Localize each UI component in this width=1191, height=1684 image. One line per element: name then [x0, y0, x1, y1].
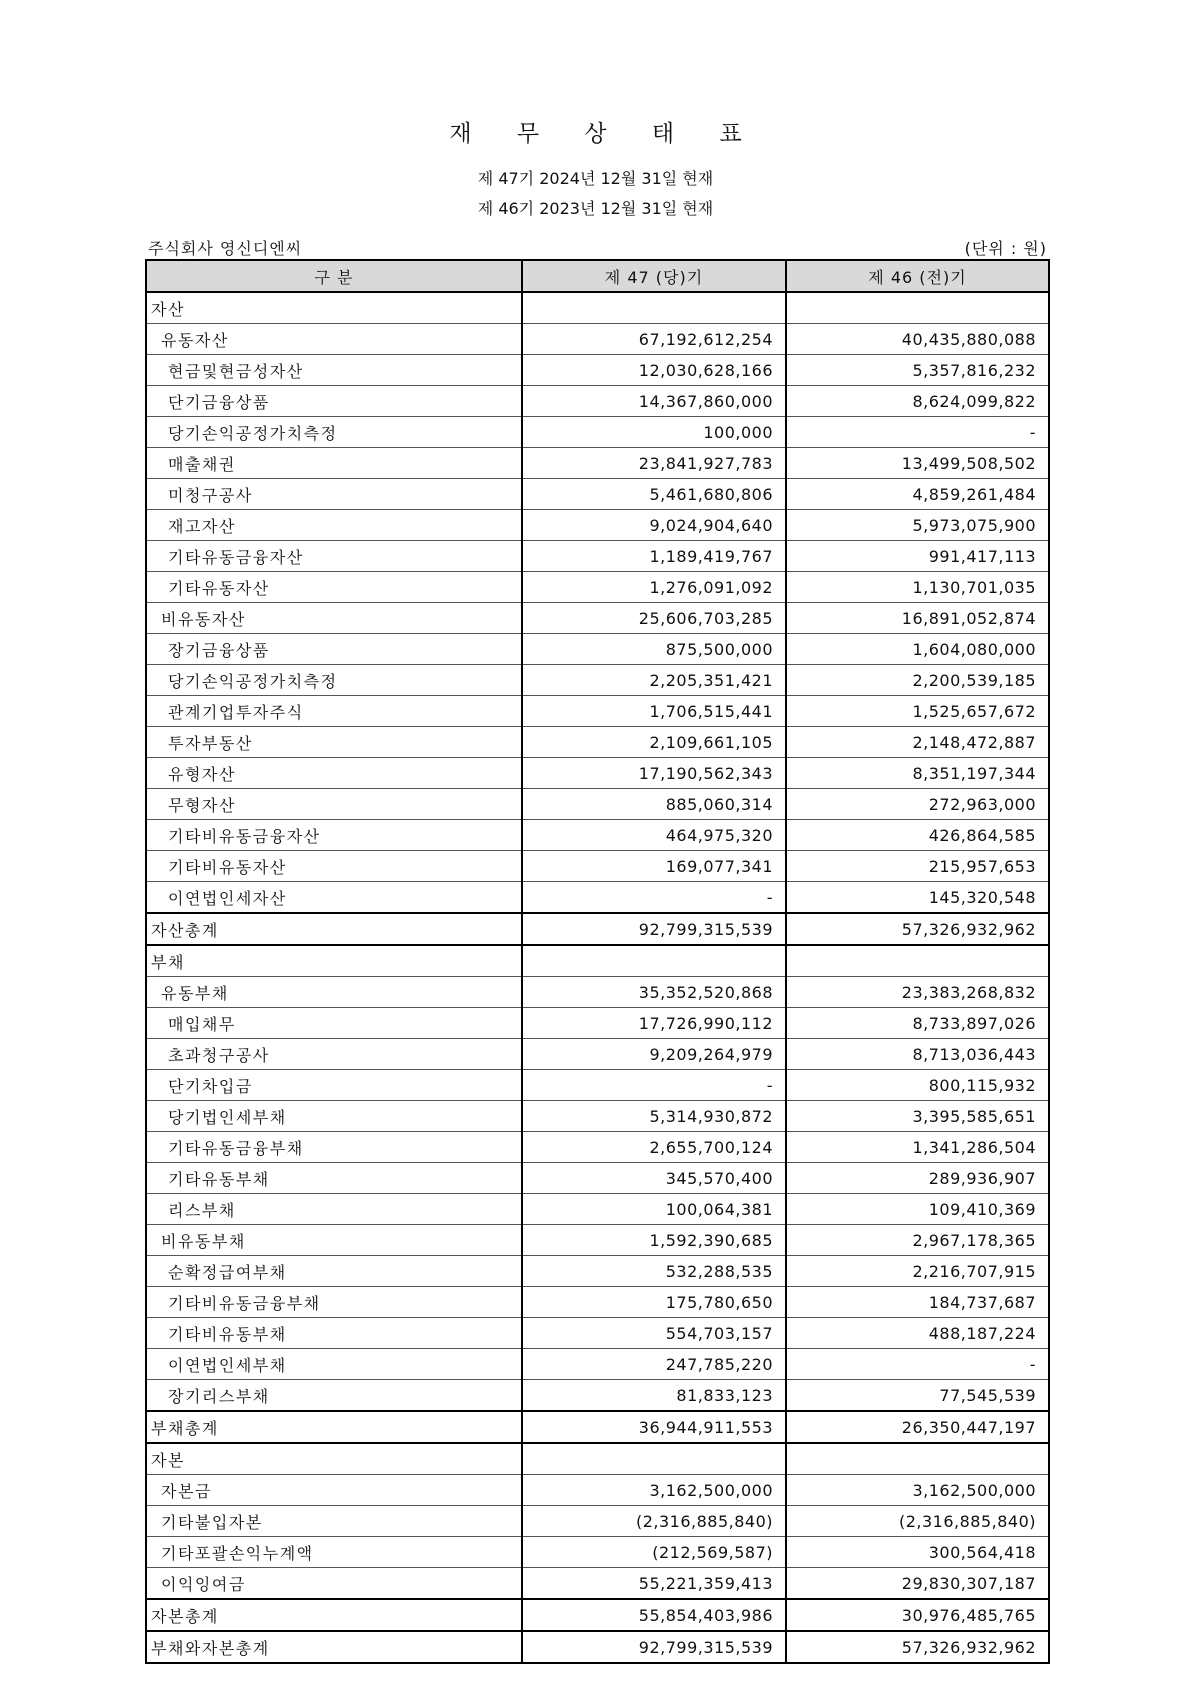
current-period-value: 100,064,381	[522, 1194, 786, 1225]
current-period-value: 35,352,520,868	[522, 977, 786, 1008]
prior-period-value: (2,316,885,840)	[786, 1506, 1049, 1537]
prior-period-value: -	[786, 417, 1049, 448]
row-label: 부채	[146, 945, 522, 977]
table-row	[146, 1475, 1049, 1506]
row-label: 당기손익공정가치측정	[146, 665, 522, 696]
current-period-value: 23,841,927,783	[522, 448, 786, 479]
current-period-value: 169,077,341	[522, 851, 786, 882]
prior-period-value: 29,830,307,187	[786, 1568, 1049, 1600]
prior-period-value: 800,115,932	[786, 1070, 1049, 1101]
prior-period-value: 77,545,539	[786, 1380, 1049, 1412]
table-row	[146, 1318, 1049, 1349]
row-label: 자본	[146, 1443, 522, 1475]
current-period-value: 92,799,315,539	[522, 913, 786, 945]
current-period-value: 3,162,500,000	[522, 1475, 786, 1506]
current-period-value: -	[522, 882, 786, 914]
prior-period-value: 5,973,075,900	[786, 510, 1049, 541]
table-row	[146, 1506, 1049, 1537]
current-period-value: 17,726,990,112	[522, 1008, 786, 1039]
row-label: 기타유동금융부채	[146, 1132, 522, 1163]
current-period-value: 81,833,123	[522, 1380, 786, 1412]
table-row	[146, 603, 1049, 634]
table-row	[146, 1256, 1049, 1287]
prior-period-value: 4,859,261,484	[786, 479, 1049, 510]
prior-period-value: 2,148,472,887	[786, 727, 1049, 758]
prior-period-value: 184,737,687	[786, 1287, 1049, 1318]
table-row	[146, 1070, 1049, 1101]
prior-period-value: 13,499,508,502	[786, 448, 1049, 479]
prior-period-value: 26,350,447,197	[786, 1411, 1049, 1443]
prior-period-value: 2,216,707,915	[786, 1256, 1049, 1287]
prior-period-value: 1,604,080,000	[786, 634, 1049, 665]
row-label: 장기리스부채	[146, 1380, 522, 1412]
table-row	[146, 1132, 1049, 1163]
row-label: 단기차입금	[146, 1070, 522, 1101]
table-row	[146, 386, 1049, 417]
prior-period-value: 40,435,880,088	[786, 324, 1049, 355]
current-period-value: 100,000	[522, 417, 786, 448]
prior-period-value: 1,525,657,672	[786, 696, 1049, 727]
prior-period-value	[786, 945, 1049, 977]
row-label: 기타유동금융자산	[146, 541, 522, 572]
prior-period-value: 8,733,897,026	[786, 1008, 1049, 1039]
prior-period-value: 300,564,418	[786, 1537, 1049, 1568]
current-period-value: 14,367,860,000	[522, 386, 786, 417]
prior-period-value: 215,957,653	[786, 851, 1049, 882]
table-row	[146, 448, 1049, 479]
row-label: 기타포괄손익누계액	[146, 1537, 522, 1568]
row-label: 당기손익공정가치측정	[146, 417, 522, 448]
header-current-period: 제 47 (당)기	[522, 260, 786, 292]
current-period-value: -	[522, 1070, 786, 1101]
current-period-value: 175,780,650	[522, 1287, 786, 1318]
prior-period-value: 57,326,932,962	[786, 1631, 1049, 1663]
table-row	[146, 324, 1049, 355]
prior-period-value: 3,162,500,000	[786, 1475, 1049, 1506]
document-title: 재 무 상 태 표	[449, 121, 761, 147]
table-row	[146, 977, 1049, 1008]
current-period-value: 247,785,220	[522, 1349, 786, 1380]
row-label: 이익잉여금	[146, 1568, 522, 1600]
prior-period-value	[786, 1443, 1049, 1475]
current-period-value: 9,024,904,640	[522, 510, 786, 541]
prior-period-value: 426,864,585	[786, 820, 1049, 851]
table-row	[146, 820, 1049, 851]
table-row	[146, 417, 1049, 448]
row-label: 자산	[146, 292, 522, 324]
table-row	[146, 727, 1049, 758]
row-label: 단기금융상품	[146, 386, 522, 417]
table-row	[146, 510, 1049, 541]
table-row	[146, 696, 1049, 727]
row-label: 비유동부채	[146, 1225, 522, 1256]
current-period-value	[522, 945, 786, 977]
table-row	[146, 758, 1049, 789]
table-row	[146, 1349, 1049, 1380]
prior-period-value: 23,383,268,832	[786, 977, 1049, 1008]
prior-period-value: 8,713,036,443	[786, 1039, 1049, 1070]
row-label: 초과청구공사	[146, 1039, 522, 1070]
row-label: 기타불입자본	[146, 1506, 522, 1537]
current-period-value: 2,205,351,421	[522, 665, 786, 696]
prior-period-value: 289,936,907	[786, 1163, 1049, 1194]
row-label: 기타비유동금융자산	[146, 820, 522, 851]
row-label: 순확정급여부채	[146, 1256, 522, 1287]
prior-period-value: 272,963,000	[786, 789, 1049, 820]
current-period-value: 885,060,314	[522, 789, 786, 820]
row-label: 기타비유동자산	[146, 851, 522, 882]
prior-period-value: 5,357,816,232	[786, 355, 1049, 386]
total-row	[146, 913, 1049, 945]
table-row	[146, 355, 1049, 386]
current-period-value: 5,461,680,806	[522, 479, 786, 510]
balance-sheet-table	[145, 259, 1050, 1664]
current-period-value: 345,570,400	[522, 1163, 786, 1194]
row-label: 투자부동산	[146, 727, 522, 758]
table-row	[146, 851, 1049, 882]
total-row	[146, 1411, 1049, 1443]
current-period-value: 9,209,264,979	[522, 1039, 786, 1070]
table-row	[146, 1101, 1049, 1132]
table-row	[146, 1225, 1049, 1256]
row-label: 자본총계	[146, 1599, 522, 1631]
row-label: 부채총계	[146, 1411, 522, 1443]
total-row	[146, 1599, 1049, 1631]
prior-period-value: 488,187,224	[786, 1318, 1049, 1349]
table-row	[146, 292, 1049, 324]
current-period-value: (212,569,587)	[522, 1537, 786, 1568]
prior-period-value: 8,351,197,344	[786, 758, 1049, 789]
table-row	[146, 1163, 1049, 1194]
table-row	[146, 665, 1049, 696]
prior-period-value: -	[786, 1349, 1049, 1380]
current-period-value: 2,109,661,105	[522, 727, 786, 758]
current-period-value: 1,276,091,092	[522, 572, 786, 603]
period-prior: 제 46기 2023년 12월 31일 현재	[477, 199, 714, 218]
period-current: 제 47기 2024년 12월 31일 현재	[477, 169, 714, 188]
row-label: 미청구공사	[146, 479, 522, 510]
current-period-value: 55,854,403,986	[522, 1599, 786, 1631]
row-label: 현금및현금성자산	[146, 355, 522, 386]
table-row	[146, 1568, 1049, 1600]
prior-period-value: 1,130,701,035	[786, 572, 1049, 603]
total-row	[146, 1631, 1049, 1663]
current-period-value: 1,706,515,441	[522, 696, 786, 727]
header-category: 구 분	[146, 260, 522, 292]
company-name: 주식회사 영신디엔씨	[148, 239, 303, 258]
table-row	[146, 634, 1049, 665]
table-row	[146, 1194, 1049, 1225]
table-row	[146, 1008, 1049, 1039]
current-period-value	[522, 292, 786, 324]
table-row	[146, 945, 1049, 977]
current-period-value: 92,799,315,539	[522, 1631, 786, 1663]
table-body	[146, 292, 1049, 1663]
current-period-value: 25,606,703,285	[522, 603, 786, 634]
row-label: 장기금융상품	[146, 634, 522, 665]
row-label: 이연법인세부채	[146, 1349, 522, 1380]
current-period-value: 1,592,390,685	[522, 1225, 786, 1256]
table-row	[146, 789, 1049, 820]
prior-period-value: 2,200,539,185	[786, 665, 1049, 696]
table-row	[146, 572, 1049, 603]
row-label: 자산총계	[146, 913, 522, 945]
prior-period-value: 991,417,113	[786, 541, 1049, 572]
header-prior-period: 제 46 (전)기	[786, 260, 1049, 292]
table-row	[146, 1380, 1049, 1412]
table-row	[146, 1443, 1049, 1475]
row-label: 기타비유동부채	[146, 1318, 522, 1349]
row-label: 리스부채	[146, 1194, 522, 1225]
row-label: 유동자산	[146, 324, 522, 355]
prior-period-value: 1,341,286,504	[786, 1132, 1049, 1163]
prior-period-value: 145,320,548	[786, 882, 1049, 914]
table-row	[146, 479, 1049, 510]
current-period-value: 36,944,911,553	[522, 1411, 786, 1443]
current-period-value: 532,288,535	[522, 1256, 786, 1287]
prior-period-value: 30,976,485,765	[786, 1599, 1049, 1631]
table-row	[146, 1537, 1049, 1568]
row-label: 당기법인세부채	[146, 1101, 522, 1132]
row-label: 매입채무	[146, 1008, 522, 1039]
row-label: 관계기업투자주식	[146, 696, 522, 727]
row-label: 유형자산	[146, 758, 522, 789]
table-row	[146, 1287, 1049, 1318]
current-period-value	[522, 1443, 786, 1475]
row-label: 이연법인세자산	[146, 882, 522, 914]
row-label: 유동부채	[146, 977, 522, 1008]
table-row	[146, 541, 1049, 572]
row-label: 비유동자산	[146, 603, 522, 634]
table-header-row	[146, 260, 1049, 292]
row-label: 재고자산	[146, 510, 522, 541]
prior-period-value: 109,410,369	[786, 1194, 1049, 1225]
table-row	[146, 1039, 1049, 1070]
row-label: 부채와자본총계	[146, 1631, 522, 1663]
current-period-value: 875,500,000	[522, 634, 786, 665]
row-label: 기타유동자산	[146, 572, 522, 603]
row-label: 자본금	[146, 1475, 522, 1506]
table-row	[146, 882, 1049, 914]
current-period-value: 55,221,359,413	[522, 1568, 786, 1600]
current-period-value: 464,975,320	[522, 820, 786, 851]
current-period-value: 12,030,628,166	[522, 355, 786, 386]
current-period-value: 1,189,419,767	[522, 541, 786, 572]
current-period-value: 67,192,612,254	[522, 324, 786, 355]
unit-label: (단위 : 원)	[964, 239, 1047, 258]
prior-period-value: 3,395,585,651	[786, 1101, 1049, 1132]
prior-period-value: 2,967,178,365	[786, 1225, 1049, 1256]
row-label: 기타비유동금융부채	[146, 1287, 522, 1318]
row-label: 매출채권	[146, 448, 522, 479]
current-period-value: 17,190,562,343	[522, 758, 786, 789]
current-period-value: 2,655,700,124	[522, 1132, 786, 1163]
current-period-value: 554,703,157	[522, 1318, 786, 1349]
row-label: 무형자산	[146, 789, 522, 820]
row-label: 기타유동부채	[146, 1163, 522, 1194]
prior-period-value: 8,624,099,822	[786, 386, 1049, 417]
current-period-value: (2,316,885,840)	[522, 1506, 786, 1537]
prior-period-value	[786, 292, 1049, 324]
prior-period-value: 16,891,052,874	[786, 603, 1049, 634]
prior-period-value: 57,326,932,962	[786, 913, 1049, 945]
current-period-value: 5,314,930,872	[522, 1101, 786, 1132]
